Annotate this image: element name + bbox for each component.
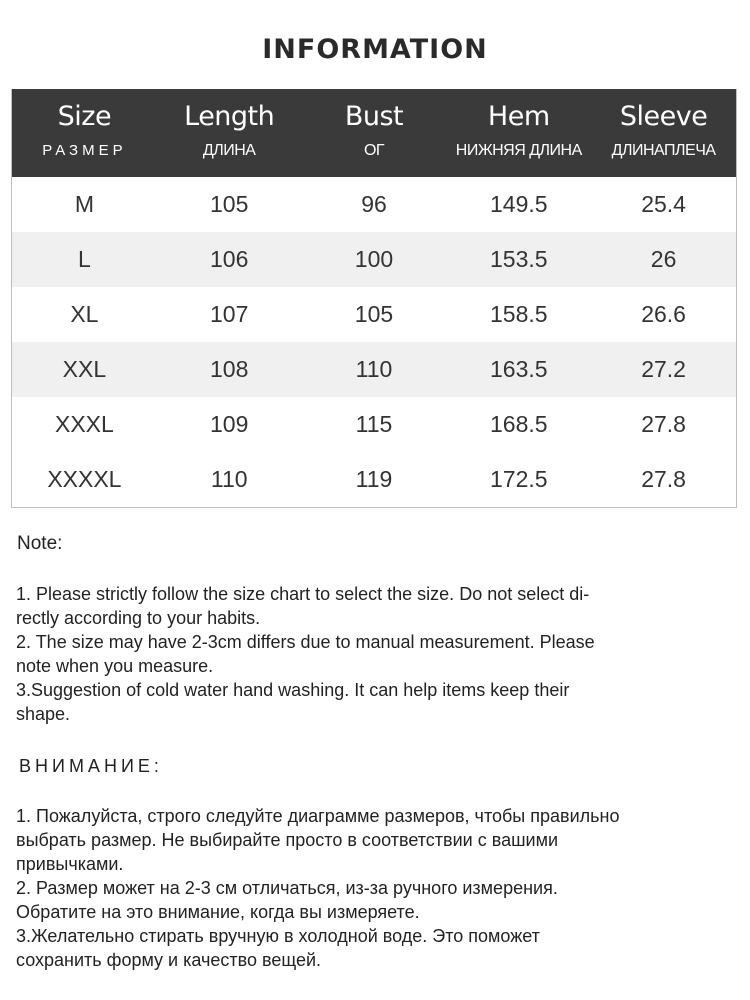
header-sleeve-ru: ДЛИНАПЛЕЧА bbox=[611, 142, 716, 159]
note-line: Обратите на это внимание, когда вы измеряете. bbox=[16, 902, 420, 922]
header-hem-ru: НИЖНЯЯ ДЛИНА bbox=[455, 142, 582, 159]
table-header bbox=[12, 89, 736, 177]
note-line: 3.Suggestion of cold water hand washing. It can help items keep their bbox=[16, 680, 570, 700]
cell-length: 106 bbox=[210, 246, 249, 272]
note-line: 1. Please strictly follow the size chart to select the size. Do not select di- bbox=[16, 584, 590, 604]
cell-size: XXXL bbox=[54, 411, 114, 437]
cell-hem: 149.5 bbox=[490, 191, 548, 217]
cell-bust: 105 bbox=[354, 301, 394, 327]
table-row bbox=[12, 287, 736, 342]
note-line: привычками. bbox=[16, 854, 124, 874]
cell-length: 105 bbox=[210, 191, 249, 217]
cell-bust: 115 bbox=[355, 411, 393, 437]
cell-sleeve: 27.8 bbox=[641, 466, 686, 492]
table-row bbox=[12, 177, 736, 232]
note-line: 1. Пожалуйста, строго следуйте диаграмме размеров, чтобы правильно bbox=[16, 806, 620, 826]
cell-size: XL bbox=[70, 301, 99, 327]
cell-hem: 153.5 bbox=[490, 246, 548, 272]
cell-bust: 110 bbox=[355, 356, 393, 382]
header-hem-en: Hem bbox=[487, 101, 550, 132]
header-size-en: Size bbox=[57, 101, 112, 132]
header-length-en: Length bbox=[184, 101, 275, 132]
note-line: 2. The size may have 2-3cm differs due to manual measurement. Please bbox=[16, 632, 595, 652]
cell-size: XXL bbox=[62, 356, 107, 382]
header-bust-ru: ОГ bbox=[363, 142, 385, 159]
cell-hem: 163.5 bbox=[490, 356, 548, 382]
header-bust-en: Bust bbox=[344, 101, 404, 132]
note-text-ru bbox=[16, 804, 736, 972]
cell-size: M bbox=[74, 191, 94, 217]
page-title: INFORMATION bbox=[262, 34, 488, 65]
cell-size: XXXXL bbox=[47, 466, 122, 492]
header-length bbox=[157, 89, 302, 177]
table-row bbox=[12, 397, 736, 452]
note-heading-en: Note: bbox=[17, 533, 63, 554]
note-line: 3.Желательно стирать вручную в холодной воде. Это поможет bbox=[16, 926, 540, 946]
cell-hem: 168.5 bbox=[490, 411, 548, 437]
cell-hem: 172.5 bbox=[490, 466, 548, 492]
header-bust bbox=[302, 89, 447, 177]
cell-hem: 158.5 bbox=[490, 301, 548, 327]
header-sleeve bbox=[591, 89, 736, 177]
note-line: note when you measure. bbox=[16, 656, 214, 676]
header-size-ru: РАЗМЕР bbox=[42, 142, 127, 159]
size-table bbox=[11, 89, 737, 508]
cell-sleeve: 27.8 bbox=[641, 411, 686, 437]
note-line: выбрать размер. Не выбирайте просто в соответствии с вашими bbox=[16, 830, 559, 850]
note-text-en bbox=[16, 582, 736, 726]
cell-bust: 100 bbox=[354, 246, 394, 272]
header-sleeve-en: Sleeve bbox=[619, 101, 708, 132]
note-line: shape. bbox=[16, 704, 71, 724]
cell-sleeve: 25.4 bbox=[641, 191, 686, 217]
header-size bbox=[12, 89, 157, 177]
cell-size: L bbox=[78, 246, 91, 272]
cell-sleeve: 26 bbox=[650, 246, 677, 272]
note-line: 2. Размер может на 2-3 см отличаться, из-за ручного измерения. bbox=[16, 878, 558, 898]
header-length-ru: ДЛИНА bbox=[202, 142, 256, 159]
header-hem bbox=[446, 89, 591, 177]
cell-bust: 119 bbox=[355, 466, 393, 492]
table-row bbox=[12, 452, 736, 507]
cell-sleeve: 26.6 bbox=[641, 301, 686, 327]
table-row bbox=[12, 232, 736, 287]
cell-length: 107 bbox=[210, 301, 249, 327]
note-line: rectly according to your habits. bbox=[16, 608, 261, 628]
cell-sleeve: 27.2 bbox=[641, 356, 686, 382]
cell-bust: 96 bbox=[361, 191, 387, 217]
note-line: сохранить форму и качество вещей. bbox=[16, 950, 322, 970]
table-row bbox=[12, 342, 736, 397]
note-heading-ru: ВНИМАНИЕ: bbox=[19, 756, 163, 776]
cell-length: 110 bbox=[210, 466, 248, 492]
cell-length: 108 bbox=[210, 356, 249, 382]
cell-length: 109 bbox=[210, 411, 249, 437]
